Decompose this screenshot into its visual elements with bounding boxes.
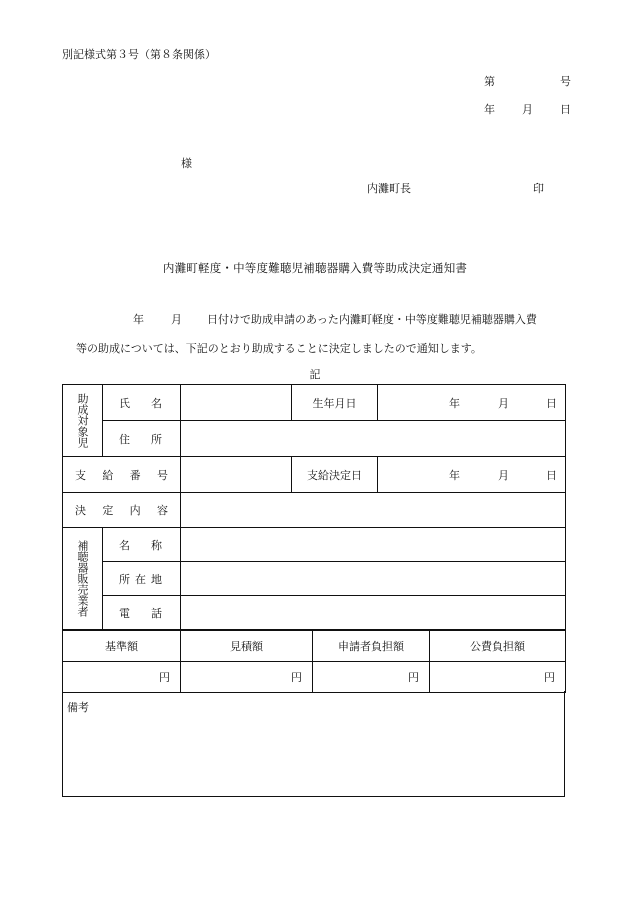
payment-decision-date-label: 支給決定日: [292, 457, 378, 493]
address-label: 住 所: [103, 421, 181, 457]
remarks-box[interactable]: [62, 691, 565, 797]
payment-decision-date-field[interactable]: 年 月 日: [378, 457, 566, 493]
amount-table: [62, 630, 566, 693]
body-line-2: 等の助成については、下記のとおり助成することに決定しましたので通知します。: [76, 342, 482, 355]
standard-amount-header: 基準額: [63, 631, 181, 662]
number-suffix: 号: [560, 75, 571, 88]
issue-day: 日: [560, 103, 571, 116]
applicant-burden-field[interactable]: 円: [313, 662, 430, 693]
vendor-phone-field[interactable]: [181, 596, 566, 630]
form-label: 別記様式第３号（第８条関係）: [62, 48, 216, 61]
issue-year: 年: [484, 103, 495, 116]
vendor-name-field[interactable]: [181, 528, 566, 562]
addressee-honorific: 様: [181, 157, 192, 170]
remarks-label: 備考: [67, 701, 89, 714]
vendor-location-field[interactable]: [181, 562, 566, 596]
public-burden-header: 公費負担額: [430, 631, 566, 662]
public-burden-field[interactable]: 円: [430, 662, 566, 693]
seal-mark: 印: [533, 182, 544, 195]
vendor-location-label: 所 在 地: [103, 562, 181, 596]
vendor-phone-label: 電 話: [103, 596, 181, 630]
payment-number-label: 支 給 番 号: [63, 457, 181, 493]
decision-content-label: 決 定 内 容: [63, 493, 181, 528]
body-month: 月: [171, 313, 182, 326]
body-line-1-text: 日付けで助成申請のあった内灘町軽度・中等度難聴児補聴器購入費: [207, 313, 537, 326]
vendor-name-label: 名 称: [103, 528, 181, 562]
number-prefix: 第: [484, 75, 495, 88]
estimate-amount-field[interactable]: 円: [181, 662, 313, 693]
issue-month: 月: [522, 103, 533, 116]
vendor-group-label: 補聴器販売業者: [63, 528, 103, 630]
dob-label: 生年月日: [292, 385, 378, 421]
ki-heading: 記: [309, 368, 321, 381]
document-title: 内灘町軽度・中等度難聴児補聴器購入費等助成決定通知書: [162, 261, 468, 275]
decision-table: [62, 384, 566, 630]
decision-content-field[interactable]: [181, 493, 566, 528]
standard-amount-field[interactable]: 円: [63, 662, 181, 693]
dob-field[interactable]: 年 月 日: [378, 385, 566, 421]
name-label: 氏 名: [103, 385, 181, 421]
subject-group-label: 助成対象児: [63, 385, 103, 457]
payment-number-field[interactable]: [181, 457, 292, 493]
address-field[interactable]: [181, 421, 566, 457]
body-year: 年: [133, 313, 144, 326]
name-field[interactable]: [181, 385, 292, 421]
sender-mayor: 内灘町長: [367, 182, 411, 195]
estimate-amount-header: 見積額: [181, 631, 313, 662]
applicant-burden-header: 申請者負担額: [313, 631, 430, 662]
